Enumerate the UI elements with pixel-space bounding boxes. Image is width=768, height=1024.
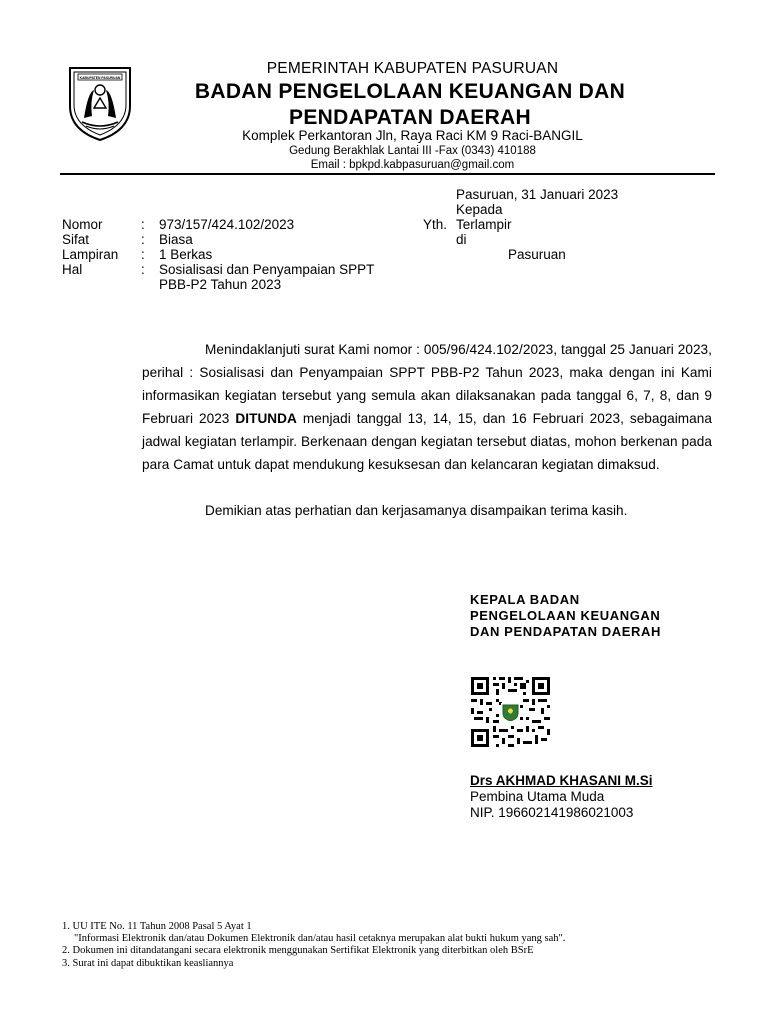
footnote-2: 2. Dokumen ini ditandatangani secara elektronik menggunakan Sertifikat Elektronik yang diterbitkan oleh BSrE	[62, 945, 534, 957]
letterhead-divider	[60, 173, 715, 175]
footnote-1-quote: "Informasi Elektronik dan/atau Dokumen Elektronik dan/atau hasil cetaknya merupakan alat bukti hukum yang sah".	[74, 933, 566, 945]
signatory-rank: Pembina Utama Muda	[470, 789, 605, 804]
nomor-colon: :	[141, 217, 145, 232]
lampiran-colon: :	[141, 247, 145, 262]
hal-colon: :	[141, 262, 145, 277]
body-paragraph	[142, 338, 712, 476]
hal-label: Hal	[62, 262, 83, 277]
hal-value-line1: Sosialisasi dan Penyampaian SPPT	[159, 262, 375, 277]
sifat-label: Sifat	[62, 232, 90, 247]
body-bold-ditunda: DITUNDA	[235, 411, 297, 426]
signatory-title	[470, 592, 661, 640]
signature-qr-code	[470, 676, 551, 748]
nomor-label: Nomor	[62, 217, 103, 232]
recipient-yth: Yth.	[423, 217, 448, 232]
lampiran-label: Lampiran	[62, 247, 119, 262]
footnote-1: 1. UU ITE No. 11 Tahun 2008 Pasal 5 Ayat 1	[62, 921, 252, 932]
signatory-nip: NIP. 196602141986021003	[470, 805, 634, 820]
lampiran-value: 1 Berkas	[159, 247, 213, 262]
sifat-colon: :	[141, 232, 145, 247]
signatory-title-line1: KEPALA BADAN	[470, 592, 580, 607]
agency-building-fax: Gedung Berakhlak Lantai III -Fax (0343) 410188	[289, 145, 536, 157]
agency-name-line1: BADAN PENGELOLAAN KEUANGAN DAN	[194, 80, 626, 103]
body-text-before: Menindaklanjuti surat Kami nomor : 005/96/424.102/2023, tanggal 25 Januari 2023, perihal : Sosialisasi dan Penyampaian SPPT PBB-P2 Tahun 2023, maka dengan ini Kami informasikan kegiatan tersebut yang semula akan dilaksanakan pada tanggal 6, 7, 8, dan 9 Februari 2023	[142, 342, 712, 426]
government-name: PEMERINTAH KABUPATEN PASURUAN	[266, 60, 559, 77]
hal-value-line2: PBB-P2 Tahun 2023	[159, 277, 282, 292]
logo-text: KABUPATEN PASURUAN	[79, 76, 121, 80]
body-text-after: menjadi tanggal 13, 14, 15, dan 16 Februari 2023, sebagaimana jadwal kegiatan terlampir. Berkenaan dengan kegiatan tersebut diatas, mohon berkenan pada para Camat untuk dapat mendukung kesuksesan dan kelancaran kegiatan dimaksud.	[142, 411, 713, 472]
signatory-title-line3: DAN PENDAPATAN DAERAH	[470, 624, 661, 639]
recipient-name: Terlampir	[456, 217, 512, 232]
agency-address: Komplek Perkantoran Jln, Raya Raci KM 9 Raci-BANGIL	[242, 128, 583, 143]
signatory-name: Drs AKHMAD KHASANI M.Si	[470, 773, 653, 788]
sifat-value: Biasa	[159, 232, 193, 247]
agency-email: Email : bpkpd.kabpasuruan@gmail.com	[310, 159, 515, 171]
footnotes	[62, 921, 565, 970]
place-date: Pasuruan, 31 Januari 2023	[456, 187, 619, 202]
recipient-city: Pasuruan	[508, 247, 566, 262]
closing-paragraph: Demikian atas perhatian dan kerjasamanya disampaikan terima kasih.	[205, 503, 628, 518]
footnote-3: 3. Surat ini dapat dibuktikan keasliannya	[62, 957, 234, 969]
signatory-block	[470, 773, 653, 821]
regency-logo	[66, 60, 134, 142]
signatory-title-line2: PENGELOLAAN KEUANGAN	[470, 608, 661, 623]
recipient-di: di	[456, 232, 467, 247]
nomor-value: 973/157/424.102/2023	[159, 217, 295, 232]
letter-body	[142, 338, 712, 476]
recipient-kepada: Kepada	[456, 202, 503, 217]
agency-name-line2: PENDAPATAN DAERAH	[289, 106, 531, 129]
